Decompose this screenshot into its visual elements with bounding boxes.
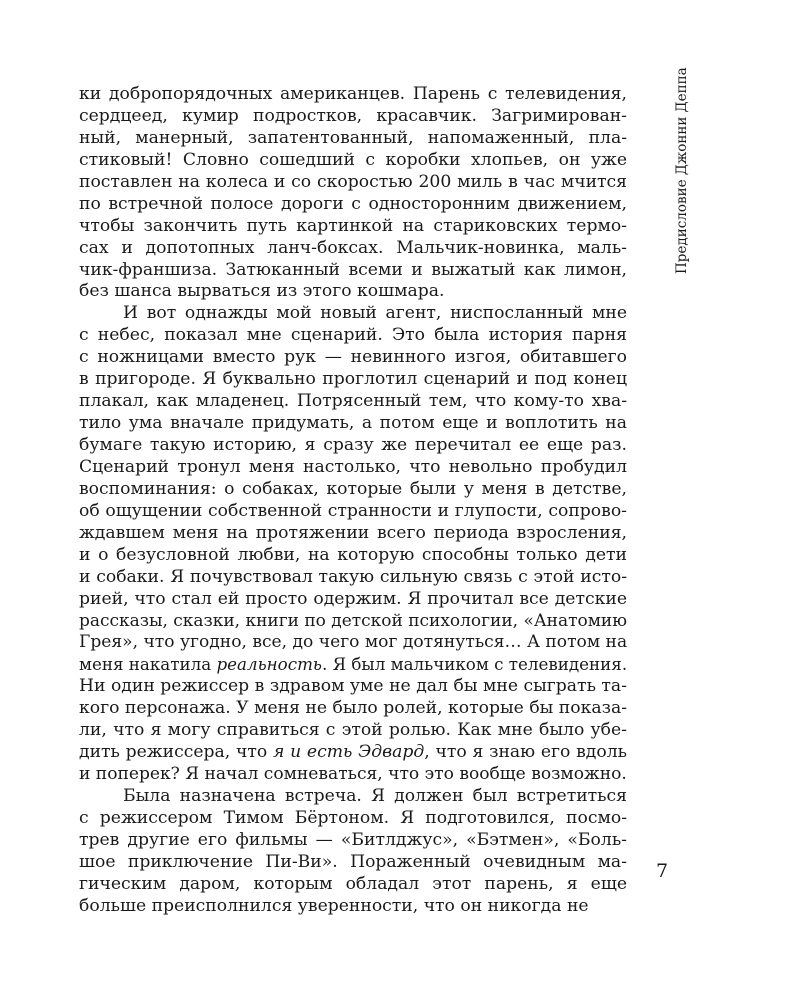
- text-segment: об ощущении собственной странности и глупости, сопрово-: [79, 500, 627, 521]
- text-segment: дить режиссера, что: [79, 742, 273, 763]
- text-line: [79, 303, 627, 325]
- text-segment: с режиссером Тимом Бёртоном. Я подготовился, посмо-: [79, 807, 627, 828]
- text-segment: с ножницами вместо рук — невинного изгоя, обитавшего: [79, 347, 627, 368]
- text-segment: , что я знаю его вдоль: [424, 742, 628, 763]
- text-segment: кого персонажа. У меня не было ролей, которые бы показа-: [79, 698, 628, 719]
- text-segment: и поперек? Я начал сомневаться, что это вообще возможно.: [79, 764, 627, 785]
- text-line: [79, 545, 627, 567]
- text-line: [79, 457, 627, 479]
- text-segment: плакал, как младенец. Потрясенный тем, что кому-то хва-: [79, 391, 627, 412]
- text-line: [79, 281, 627, 303]
- text-segment: И вот однажды мой новый агент, ниспосланный мне: [123, 303, 627, 324]
- text-segment: чик-франшиза. Затюканный всеми и выжатый как лимон,: [79, 259, 627, 280]
- text-line: [79, 830, 627, 852]
- text-line: [79, 128, 627, 150]
- text-line: [79, 106, 627, 128]
- text-line: [79, 260, 627, 282]
- text-segment: и собаки. Я почувствовал такую сильную связь с этой исто-: [79, 566, 627, 587]
- text-segment: с небес, показал мне сценарий. Это была история парня: [79, 325, 627, 346]
- text-segment: ный, манерный, запатентованный, напомаженный, пла-: [79, 127, 627, 148]
- text-line: [79, 632, 627, 654]
- text-line: [79, 238, 627, 260]
- text-line: [79, 347, 627, 369]
- text-segment: ли, что я могу справиться с этой ролью. Как мне было убе-: [79, 720, 627, 741]
- text-segment: поставлен на колеса и со скоростью 200 миль в час мчится: [79, 171, 627, 192]
- text-line: [79, 654, 627, 676]
- text-segment: Сценарий тронул меня настолько, что невольно пробудил: [79, 456, 627, 477]
- text-segment: сах и допотопных ланч-боксах. Мальчик-новинка, маль-: [79, 237, 627, 258]
- text-segment: в пригороде. Я буквально проглотил сценарий и под конец: [79, 369, 627, 390]
- text-segment: ки добропорядочных американцев. Парень с телевидения,: [79, 84, 627, 104]
- text-segment: воспоминания: о собаках, которые были у меня в детстве,: [79, 478, 627, 499]
- text-segment: бумаге такую историю, я сразу же перечитал ее еще раз.: [79, 435, 627, 455]
- text-line: [79, 435, 627, 457]
- text-line: [79, 523, 627, 545]
- text-line: [79, 194, 627, 216]
- text-line: [79, 150, 627, 172]
- text-segment: . Я был мальчиком с телевидения.: [321, 655, 628, 675]
- text-segment: Грея», что угодно, все, до чего мог дотянуться… А потом на: [79, 632, 628, 653]
- text-segment: меня накатила: [79, 655, 217, 675]
- text-line: [79, 808, 627, 830]
- text-line: [79, 567, 627, 589]
- text-line: [79, 479, 627, 501]
- italic-phrase: я и есть Эдвард: [272, 742, 425, 763]
- text-segment: рассказы, сказки, книги по детской психологии, «Анатомию: [79, 610, 627, 631]
- text-segment: тило ума вначале придумать, а потом еще и воплотить на: [79, 413, 627, 434]
- text-line: [79, 172, 627, 194]
- text-segment: ждавшем меня на протяжении всего периода взросления,: [79, 522, 627, 543]
- text-line: [79, 216, 627, 238]
- text-line: [79, 786, 627, 808]
- text-line: [79, 369, 627, 391]
- running-header: [670, 67, 694, 274]
- text-line: [79, 413, 627, 435]
- text-segment: шое приключение Пи-Ви». Пораженный очевидным ма-: [79, 851, 627, 872]
- text-line: [79, 720, 627, 742]
- text-segment: Была назначена встреча. Я должен был встретиться: [123, 786, 627, 806]
- italic-phrase: реальность: [216, 655, 322, 675]
- text-segment: Ни один режиссер в здравом уме не дал бы мне сыграть та-: [79, 676, 627, 697]
- text-line: [79, 501, 627, 523]
- text-segment: гическим даром, которым обладал этот парень, я еще: [79, 873, 627, 894]
- text-segment: больше преисполнился уверенности, что он никогда не: [79, 895, 589, 916]
- text-line: [79, 611, 627, 633]
- running-header-text: Предисловие Джонни Деппа: [674, 67, 690, 274]
- text-line: [79, 84, 627, 106]
- text-segment: рией, что стал ей просто одержим. Я прочитал все детские: [79, 588, 627, 609]
- text-line: [79, 589, 627, 611]
- text-line: [79, 698, 627, 720]
- text-segment: стиковый! Словно сошедший с коробки хлопьев, он уже: [79, 149, 627, 170]
- text-line: [79, 764, 627, 786]
- text-segment: без шанса вырваться из этого кошмара.: [79, 281, 445, 302]
- text-segment: по встречной полосе дороги с односторонним движением,: [79, 193, 627, 214]
- text-line: [79, 852, 627, 874]
- text-line: [79, 742, 627, 764]
- page-number: 7: [656, 860, 669, 882]
- text-line: [79, 391, 627, 413]
- text-line: [79, 896, 627, 918]
- text-line: [79, 676, 627, 698]
- text-segment: чтобы закончить путь картинкой на стариковских термо-: [79, 215, 627, 236]
- text-segment: трев другие его фильмы — «Битлджус», «Бэтмен», «Боль-: [79, 829, 627, 850]
- text-segment: сердцеед, кумир подростков, красавчик. Загримирован-: [79, 105, 627, 126]
- text-line: [79, 874, 627, 896]
- text-segment: и о безусловной любви, на которую способны только дети: [79, 544, 627, 565]
- text-line: [79, 325, 627, 347]
- body-text: [79, 84, 627, 918]
